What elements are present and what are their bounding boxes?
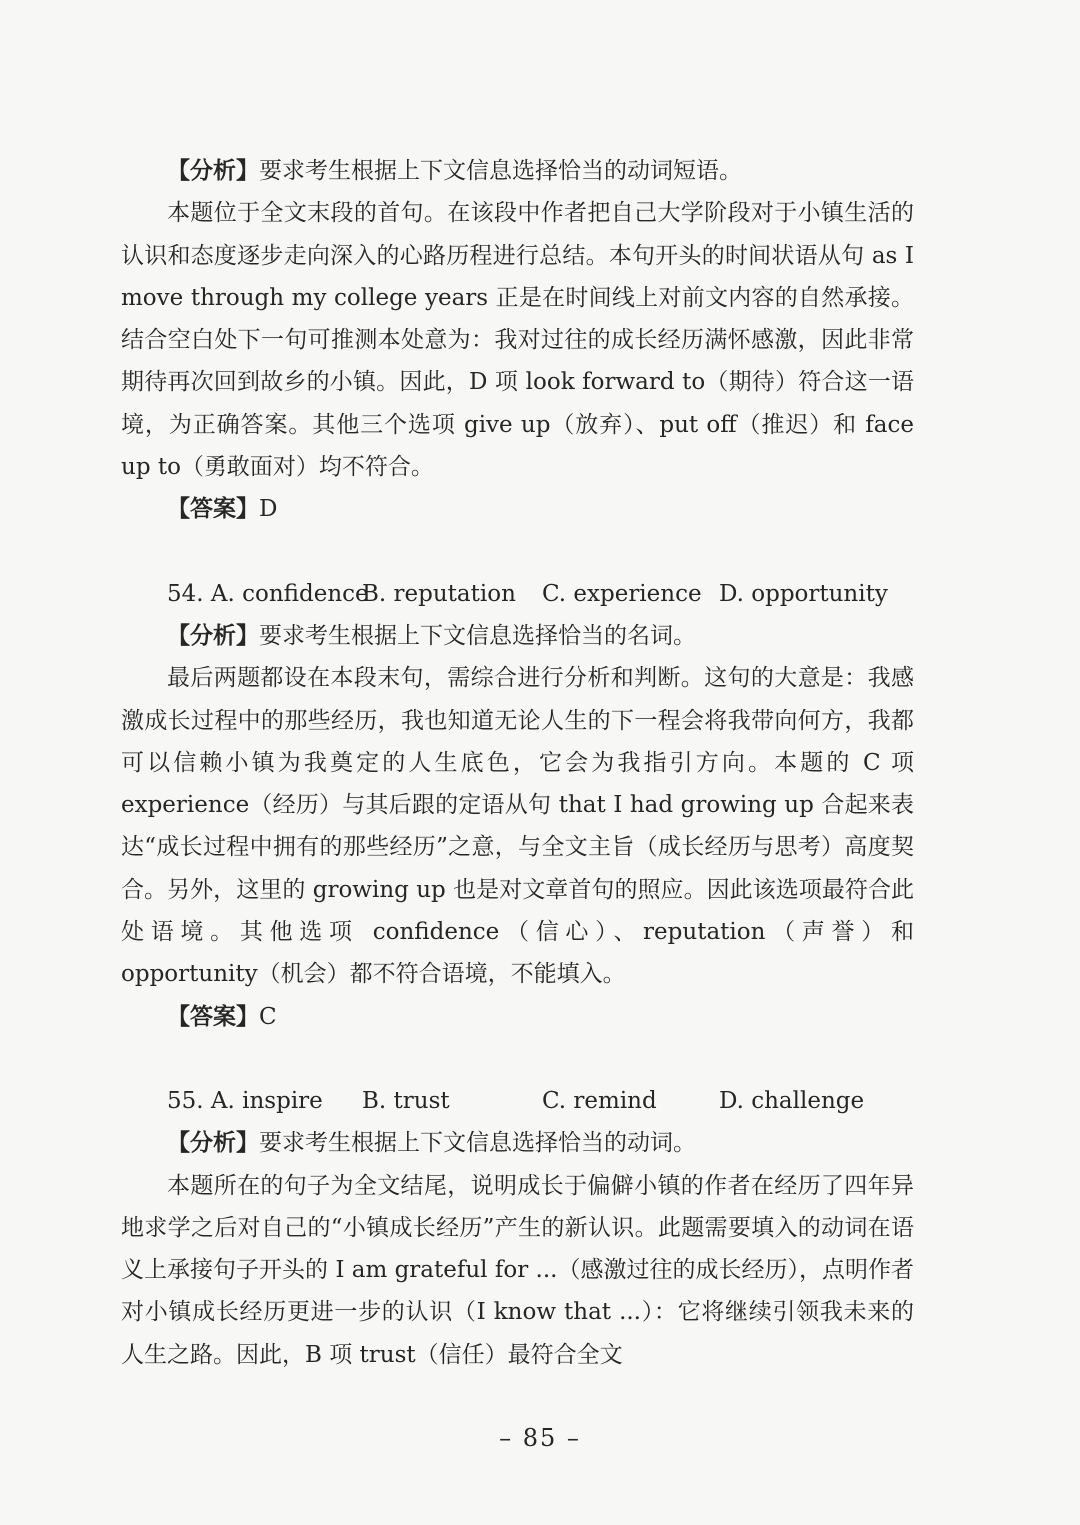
analysis-label: 【分析】 [167, 621, 259, 649]
section-gap [121, 531, 914, 573]
analysis-line-53 [121, 150, 914, 192]
answer-label: 【答案】 [167, 1002, 259, 1030]
answer-line-54 [121, 996, 914, 1038]
analysis-text: 要求考生根据上下文信息选择恰当的动词。 [259, 1130, 696, 1157]
analysis-label: 【分析】 [167, 157, 259, 184]
question-55-options [121, 1080, 914, 1122]
answer-value: D [259, 496, 278, 523]
page-number: – 85 – [499, 1424, 581, 1452]
question-54-options [121, 573, 914, 615]
option-a: 55. A. inspire [167, 1087, 323, 1114]
answer-line-53 [121, 488, 914, 530]
option-d: D. opportunity [719, 580, 888, 607]
option-d: D. challenge [719, 1087, 865, 1114]
option-c: C. experience [542, 580, 702, 607]
analysis-label: 【分析】 [167, 1129, 259, 1157]
explanation-paragraph-53: 本题位于全文末段的首句。在该段中作者把自己大学阶段对于小镇生活的认识和态度逐步走向深入的心路历程进行总结。本句开头的时间状语从句 as I move through my college years 正是在时间线上对前文内容的自然承接。结合空白处下一句可推测本处意为：我对过往的成长经历满怀感激，因此非常期待再次回到故乡的小镇。因此，D 项 look forward to（期待）符合这一语境，为正确答案。其他三个选项 give up（放弃）、put off（推迟）和 face up to（勇敢面对）均不符合。 [121, 200, 914, 481]
answer-label: 【答案】 [167, 495, 259, 523]
option-c: C. remind [542, 1087, 657, 1114]
explanation-paragraph-54: 最后两题都设在本段末句，需综合进行分析和判断。这句的大意是：我感激成长过程中的那些经历，我也知道无论人生的下一程会将我带向何方，我都可以信赖小镇为我奠定的人生底色，它会为我指引方向。本题的 C 项 experience（经历）与其后跟的定语从句 that I had growing up 合起来表达“成长过程中拥有的那些经历”之意，与全文主旨（成长经历与思考）高度契合。另外，这里的 growing up 也是对文章首句的照应。因此该选项最符合此处语境。其他选项 confidence（信心）、reputation（声誉）和 opportunity（机会）都不符合语境，不能填入。 [121, 665, 914, 988]
explanation-paragraph-55: 本题所在的句子为全文结尾，说明成长于偏僻小镇的作者在经历了四年异地求学之后对自己的“小镇成长经历”产生的新认识。此题需要填入的动词在语义上承接句子开头的 I am grateful for ...（感激过往的成长经历），点明作者对小镇成长经历更进一步的认识（I know that ...）：它将继续引领我未来的人生之路。因此，B 项 trust（信任）最符合全文 [121, 1172, 914, 1368]
analysis-line-55 [121, 1122, 914, 1164]
option-a: 54. A. confidence [167, 580, 369, 607]
analysis-text: 要求考生根据上下文信息选择恰当的名词。 [259, 622, 696, 649]
analysis-text: 要求考生根据上下文信息选择恰当的动词短语。 [259, 158, 742, 184]
option-b: B. reputation [362, 580, 516, 607]
option-b: B. trust [362, 1087, 450, 1114]
section-gap [121, 1038, 914, 1080]
page-content [121, 150, 914, 1376]
answer-value: C [259, 1003, 277, 1030]
analysis-line-54 [121, 615, 914, 657]
